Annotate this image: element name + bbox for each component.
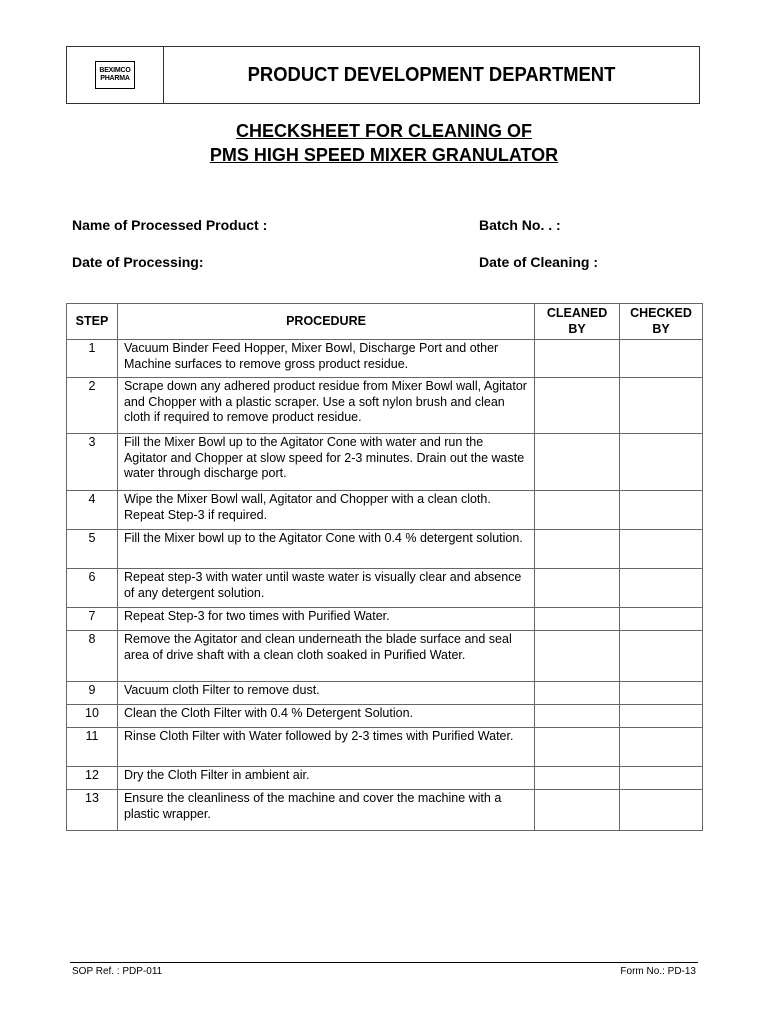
checked-by-header-line-1: CHECKED: [630, 306, 692, 320]
department-title: PRODUCT DEVELOPMENT DEPARTMENT: [247, 63, 616, 86]
procedure-text: Fill the Mixer bowl up to the Agitator Cone with 0.4 % detergent solution.: [117, 530, 534, 569]
table-header-row: [67, 304, 703, 340]
table-row: [67, 790, 703, 831]
procedure-text: Repeat step-3 with water until waste water is visually clear and absence of any detergent solution.: [117, 569, 534, 608]
procedure-text: Rinse Cloth Filter with Water followed by 2-3 times with Purified Water.: [117, 728, 534, 767]
document-header: [66, 46, 700, 104]
cleaned-by-cell[interactable]: [535, 767, 620, 790]
step-number: 1: [67, 340, 118, 378]
table-row: [67, 530, 703, 569]
checked-by-cell[interactable]: [620, 705, 703, 728]
cleaned-by-cell[interactable]: [535, 608, 620, 631]
checked-by-cell[interactable]: [620, 767, 703, 790]
step-number: 5: [67, 530, 118, 569]
batch-no-label: Batch No. . :: [479, 217, 561, 233]
table-row: [67, 608, 703, 631]
cleaned-by-cell[interactable]: [535, 569, 620, 608]
checked-by-cell[interactable]: [620, 434, 703, 491]
logo-line-1: BEXIMCO: [99, 67, 131, 74]
step-number: 8: [67, 631, 118, 682]
checksheet-title-line-1: CHECKSHEET FOR CLEANING OF: [235, 121, 532, 141]
product-name-label: Name of Processed Product :: [72, 217, 268, 233]
procedure-text: Clean the Cloth Filter with 0.4 % Detergent Solution.: [117, 705, 534, 728]
cleaned-by-cell[interactable]: [535, 790, 620, 831]
cleaned-by-header: [535, 304, 620, 340]
cleaning-date-label: Date of Cleaning :: [479, 254, 599, 270]
cleaned-by-cell[interactable]: [535, 682, 620, 705]
table-row: [67, 631, 703, 682]
beximco-pharma-logo: [95, 61, 135, 89]
step-number: 2: [67, 378, 118, 434]
step-number: 12: [67, 767, 118, 790]
cleaned-by-cell[interactable]: [535, 631, 620, 682]
sop-reference: SOP Ref. : PDP-011: [72, 966, 163, 977]
cleaned-by-cell[interactable]: [535, 705, 620, 728]
step-number: 6: [67, 569, 118, 608]
table-row: [67, 728, 703, 767]
logo-cell: [67, 47, 164, 103]
procedure-text: Vacuum Binder Feed Hopper, Mixer Bowl, Discharge Port and other Machine surfaces to remove gross product residue.: [117, 340, 534, 378]
procedure-header: PROCEDURE: [117, 304, 534, 340]
checked-by-cell[interactable]: [620, 491, 703, 530]
procedure-text: Scrape down any adhered product residue from Mixer Bowl wall, Agitator and Chopper with a plastic scraper. Use a soft nylon brush and clean cloth if required to remove product residue.: [117, 378, 534, 434]
footer-divider: [70, 962, 698, 963]
table-row: [67, 705, 703, 728]
step-number: 3: [67, 434, 118, 491]
cleaned-by-header-line-1: CLEANED: [546, 306, 608, 320]
table-row: [67, 378, 703, 434]
step-number: 11: [67, 728, 118, 767]
checked-by-header-line-2: BY: [652, 321, 670, 336]
procedure-text: Vacuum cloth Filter to remove dust.: [117, 682, 534, 705]
cleaned-by-cell[interactable]: [535, 491, 620, 530]
cleaned-by-header-line-2: BY: [568, 321, 586, 336]
table-row: [67, 682, 703, 705]
checked-by-cell[interactable]: [620, 608, 703, 631]
checked-by-cell[interactable]: [620, 682, 703, 705]
step-header: STEP: [67, 304, 118, 340]
procedure-text: Wipe the Mixer Bowl wall, Agitator and Chopper with a clean cloth. Repeat Step-3 if required.: [117, 491, 534, 530]
cleaned-by-cell[interactable]: [535, 340, 620, 378]
checked-by-cell[interactable]: [620, 569, 703, 608]
table-row: [67, 491, 703, 530]
logo-line-2: PHARMA: [100, 75, 130, 82]
table-row: [67, 767, 703, 790]
procedure-text: Dry the Cloth Filter in ambient air.: [117, 767, 534, 790]
cleaned-by-cell[interactable]: [535, 378, 620, 434]
processing-date-label: Date of Processing:: [72, 254, 204, 270]
cleaned-by-cell[interactable]: [535, 728, 620, 767]
checked-by-header: [620, 304, 703, 340]
checked-by-cell[interactable]: [620, 378, 703, 434]
table-row: [67, 569, 703, 608]
form-number: Form No.: PD-13: [620, 966, 696, 977]
checked-by-cell[interactable]: [620, 530, 703, 569]
checked-by-cell[interactable]: [620, 340, 703, 378]
step-number: 4: [67, 491, 118, 530]
step-number: 7: [67, 608, 118, 631]
checked-by-cell[interactable]: [620, 631, 703, 682]
checked-by-cell[interactable]: [620, 790, 703, 831]
table-row: [67, 434, 703, 491]
checked-by-cell[interactable]: [620, 728, 703, 767]
procedure-text: Ensure the cleanliness of the machine and cover the machine with a plastic wrapper.: [117, 790, 534, 831]
cleaned-by-cell[interactable]: [535, 434, 620, 491]
cleaning-steps-table: [66, 303, 703, 831]
step-number: 10: [67, 705, 118, 728]
cleaned-by-cell[interactable]: [535, 530, 620, 569]
procedure-text: Repeat Step-3 for two times with Purified Water.: [117, 608, 534, 631]
procedure-text: Fill the Mixer Bowl up to the Agitator Cone with water and run the Agitator and Chopper at slow speed for 2-3 minutes. Drain out the waste water through discharge port.: [117, 434, 534, 491]
checksheet-title-line-2: PMS HIGH SPEED MIXER GRANULATOR: [209, 145, 559, 165]
step-number: 13: [67, 790, 118, 831]
procedure-text: Remove the Agitator and clean underneath the blade surface and seal area of drive shaft with a clean cloth soaked in Purified Water.: [117, 631, 534, 682]
table-row: [67, 340, 703, 378]
step-number: 9: [67, 682, 118, 705]
